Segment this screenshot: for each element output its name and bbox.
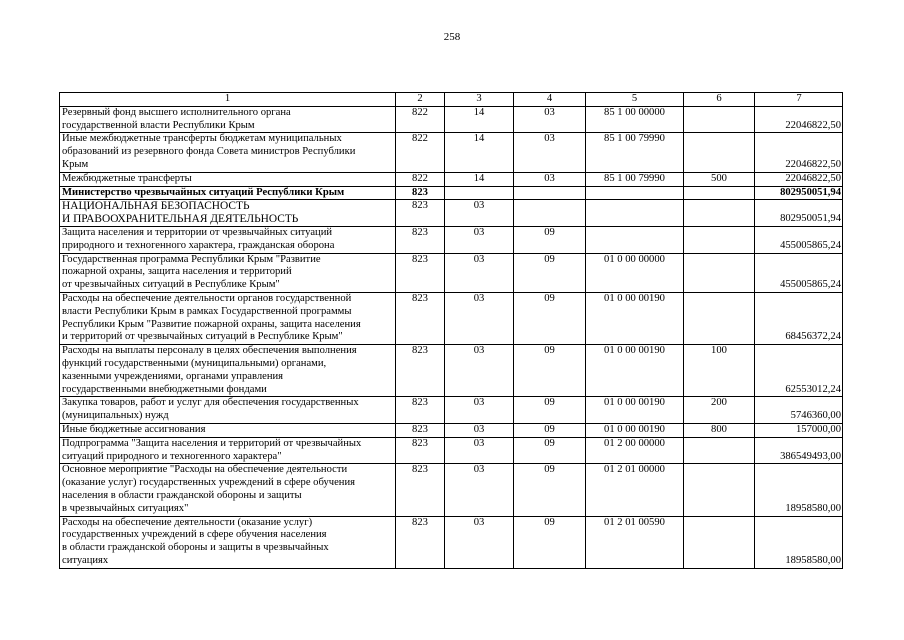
cell-code-2: 823	[396, 437, 445, 464]
cell-code-6: 200	[684, 397, 755, 424]
cell-code-6	[684, 200, 755, 227]
cell-code-4: 09	[514, 516, 586, 568]
cell-code-6	[684, 464, 755, 516]
cell-code-2: 822	[396, 133, 445, 172]
cell-amount: 22046822,50	[755, 106, 843, 133]
cell-code-5	[586, 186, 684, 200]
cell-amount: 386549493,00	[755, 437, 843, 464]
row-name-cell: Иные межбюджетные трансферты бюджетам муниципальных образований из резервного фонда Совета министров Республики Крым	[60, 133, 396, 172]
cell-code-2: 822	[396, 106, 445, 133]
row-name-cell: Государственная программа Республики Крым "Развитие пожарной охраны, защита населения и территорий от чрезвычайных ситуаций в Республике Крым"	[60, 253, 396, 292]
cell-code-3: 03	[445, 423, 514, 437]
column-header: 7	[755, 93, 843, 107]
cell-code-4: 03	[514, 133, 586, 172]
cell-code-5: 01 2 01 00000	[586, 464, 684, 516]
cell-code-2: 823	[396, 226, 445, 253]
cell-amount: 455005865,24	[755, 253, 843, 292]
table-row	[60, 437, 843, 464]
column-header: 1	[60, 93, 396, 107]
column-header: 2	[396, 93, 445, 107]
row-name-cell: Иные бюджетные ассигнования	[60, 423, 396, 437]
budget-table	[59, 92, 843, 569]
row-name-cell: Межбюджетные трансферты	[60, 172, 396, 186]
cell-code-2: 823	[396, 397, 445, 424]
cell-code-4: 09	[514, 423, 586, 437]
cell-amount: 22046822,50	[755, 133, 843, 172]
row-name-cell: Подпрограмма "Защита населения и территорий от чрезвычайных ситуаций природного и техногенного характера"	[60, 437, 396, 464]
cell-amount: 62553012,24	[755, 345, 843, 397]
table-row	[60, 345, 843, 397]
cell-code-5: 01 2 00 00000	[586, 437, 684, 464]
cell-code-5: 85 1 00 79990	[586, 172, 684, 186]
row-name-cell: Закупка товаров, работ и услуг для обеспечения государственных (муниципальных) нужд	[60, 397, 396, 424]
table-row	[60, 200, 843, 227]
cell-code-6	[684, 133, 755, 172]
cell-code-6	[684, 186, 755, 200]
table-row	[60, 292, 843, 344]
cell-code-3: 03	[445, 437, 514, 464]
cell-code-4: 09	[514, 397, 586, 424]
cell-code-2: 823	[396, 186, 445, 200]
cell-code-4: 09	[514, 253, 586, 292]
row-name-cell: НАЦИОНАЛЬНАЯ БЕЗОПАСНОСТЬ И ПРАВООХРАНИТЕЛЬНАЯ ДЕЯТЕЛЬНОСТЬ	[60, 200, 396, 227]
cell-code-4: 09	[514, 292, 586, 344]
cell-code-5: 01 0 00 00190	[586, 397, 684, 424]
table-row	[60, 516, 843, 568]
cell-code-6: 800	[684, 423, 755, 437]
row-name-cell: Защита населения и территории от чрезвычайных ситуаций природного и техногенного характера, гражданская оборона	[60, 226, 396, 253]
cell-code-2: 823	[396, 345, 445, 397]
cell-code-5: 01 0 00 00190	[586, 292, 684, 344]
cell-code-3: 03	[445, 200, 514, 227]
cell-code-3	[445, 186, 514, 200]
cell-code-6	[684, 226, 755, 253]
table-row	[60, 133, 843, 172]
cell-code-6	[684, 106, 755, 133]
table-row	[60, 186, 843, 200]
cell-code-2: 823	[396, 200, 445, 227]
cell-code-4: 03	[514, 106, 586, 133]
cell-code-2: 823	[396, 292, 445, 344]
row-name-cell: Основное мероприятие "Расходы на обеспечение деятельности (оказание услуг) государственных учреждений в сфере обучения населения в области гражданской обороны и защиты в чрезвычайных ситуациях"	[60, 464, 396, 516]
cell-code-4: 09	[514, 226, 586, 253]
cell-code-5: 85 1 00 79990	[586, 133, 684, 172]
cell-amount: 5746360,00	[755, 397, 843, 424]
column-header: 5	[586, 93, 684, 107]
cell-amount: 18958580,00	[755, 464, 843, 516]
cell-code-6	[684, 516, 755, 568]
cell-code-3: 14	[445, 172, 514, 186]
cell-code-3: 03	[445, 253, 514, 292]
cell-code-6: 100	[684, 345, 755, 397]
table-row	[60, 397, 843, 424]
cell-code-4	[514, 200, 586, 227]
cell-code-4: 09	[514, 345, 586, 397]
row-name-cell: Расходы на выплаты персоналу в целях обеспечения выполнения функций государственными (муниципальными) органами, казенными учреждениями, органами управления государственными внебюджетными фондами	[60, 345, 396, 397]
cell-code-3: 03	[445, 345, 514, 397]
cell-code-5: 01 2 01 00590	[586, 516, 684, 568]
table-row	[60, 226, 843, 253]
cell-code-5: 01 0 00 00190	[586, 345, 684, 397]
cell-code-3: 03	[445, 226, 514, 253]
cell-amount: 455005865,24	[755, 226, 843, 253]
cell-code-4: 03	[514, 172, 586, 186]
cell-code-3: 14	[445, 106, 514, 133]
cell-code-4	[514, 186, 586, 200]
cell-code-6	[684, 292, 755, 344]
cell-code-4: 09	[514, 437, 586, 464]
cell-amount: 802950051,94	[755, 186, 843, 200]
cell-amount: 22046822,50	[755, 172, 843, 186]
cell-code-5: 01 0 00 00190	[586, 423, 684, 437]
cell-code-5: 85 1 00 00000	[586, 106, 684, 133]
cell-code-2: 823	[396, 464, 445, 516]
cell-code-3: 03	[445, 464, 514, 516]
cell-code-3: 14	[445, 133, 514, 172]
cell-amount: 18958580,00	[755, 516, 843, 568]
table-row	[60, 423, 843, 437]
cell-code-6	[684, 253, 755, 292]
cell-code-2: 823	[396, 423, 445, 437]
cell-code-2: 823	[396, 253, 445, 292]
cell-code-5	[586, 200, 684, 227]
cell-amount: 68456372,24	[755, 292, 843, 344]
cell-code-3: 03	[445, 516, 514, 568]
cell-code-5	[586, 226, 684, 253]
cell-code-2: 822	[396, 172, 445, 186]
table-row	[60, 106, 843, 133]
table-row	[60, 172, 843, 186]
cell-code-6: 500	[684, 172, 755, 186]
row-name-cell: Расходы на обеспечение деятельности (оказание услуг) государственных учреждений в сфере обучения населения в области гражданской обороны и защиты в чрезвычайных ситуациях	[60, 516, 396, 568]
cell-code-6	[684, 437, 755, 464]
column-header: 6	[684, 93, 755, 107]
cell-code-2: 823	[396, 516, 445, 568]
table-header-row	[60, 93, 843, 107]
cell-code-4: 09	[514, 464, 586, 516]
row-name-cell: Расходы на обеспечение деятельности органов государственной власти Республики Крым в рамках Государственной программы Республики Крым "Развитие пожарной охраны, защита населения и территорий от чрезвычайных ситуаций в Республике Крым"	[60, 292, 396, 344]
cell-amount: 802950051,94	[755, 200, 843, 227]
page-number: 258	[443, 31, 461, 43]
row-name-cell: Резервный фонд высшего исполнительного органа государственной власти Республики Крым	[60, 106, 396, 133]
column-header: 3	[445, 93, 514, 107]
table-row	[60, 253, 843, 292]
column-header: 4	[514, 93, 586, 107]
cell-amount: 157000,00	[755, 423, 843, 437]
cell-code-5: 01 0 00 00000	[586, 253, 684, 292]
table-row	[60, 464, 843, 516]
cell-code-3: 03	[445, 397, 514, 424]
row-name-cell: Министерство чрезвычайных ситуаций Республики Крым	[60, 186, 396, 200]
cell-code-3: 03	[445, 292, 514, 344]
